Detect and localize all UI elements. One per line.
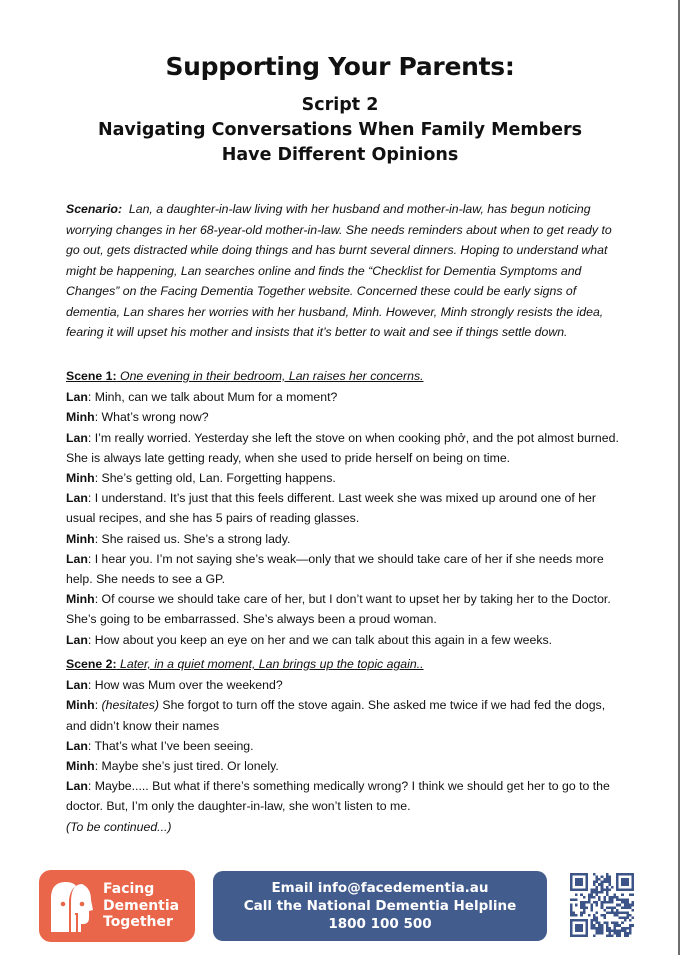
dialogue-text: : She raised us. She’s a strong lady.: [94, 531, 291, 546]
qr-code-icon[interactable]: [570, 873, 634, 937]
speaker-name: Minh: [66, 471, 95, 486]
scene-1: [66, 366, 626, 650]
scene-heading: [66, 366, 626, 386]
speaker-name: Minh: [66, 531, 95, 546]
speaker-name: Lan: [66, 491, 88, 506]
speaker-name: Lan: [66, 738, 88, 753]
scenario-text: Lan, a daughter-in-law living with her husband and mother-in-law, has begun noticing worrying changes in her 68-year-old mother-in-law. She needs reminders about when to get ready to go out, gets distracted while doing things and has burnt several dinners. Hoping to understand what might be happening, Lan searches online and finds the “Checklist for Dementia Symptoms and Changes” on the Facing Dementia Together website. Concerned these could be early signs of dementia, Lan shares her worries with her husband, Minh. However, Minh strongly resists the idea, fearing it will upset his mother and insists that it’s better to wait and see if things settle down.: [66, 202, 612, 339]
dialogue-text: : I’m really worried. Yesterday she left the stove on when cooking phở, and the pot almost burned. She is always late getting ready, when she used to pride herself on being on time.: [66, 430, 619, 465]
logo-line-2: Dementia: [103, 897, 180, 914]
dialogue-line: [66, 468, 626, 488]
dialogue-line: [66, 630, 626, 650]
scenario-label: Scenario:: [66, 202, 123, 216]
speaker-name: Lan: [66, 390, 88, 405]
script-label: Script 2: [301, 95, 379, 115]
logo-line-1: Facing: [103, 881, 155, 898]
helpline-line: Call the National Dementia Helpline: [243, 898, 517, 914]
dialogue-line: [66, 488, 626, 528]
speaker-name: Minh: [66, 410, 95, 425]
scene-number: Scene 1:: [66, 369, 117, 383]
two-heads-logo-icon: [49, 880, 93, 932]
helpline-phone[interactable]: 1800 100 500: [328, 916, 432, 932]
speaker-name: Lan: [66, 678, 88, 693]
dialogue-line: [66, 428, 626, 468]
speaker-name: Minh: [66, 592, 95, 607]
dialogue-line: [66, 675, 626, 695]
scene-number: Scene 2:: [66, 657, 117, 671]
speaker-name: Lan: [66, 779, 88, 794]
scenario-paragraph: [66, 199, 622, 343]
page-title: Supporting Your Parents:: [165, 52, 515, 81]
scene-description: One evening in their bedroom, Lan raises her concerns.: [120, 369, 424, 383]
speaker-name: Minh: [66, 698, 95, 713]
logo-text: [103, 881, 179, 931]
scene-2: [66, 654, 626, 837]
scene-description: Later, in a quiet moment, Lan brings up the topic again..: [120, 657, 424, 671]
dialogue-text: : Maybe..... But what if there’s something medically wrong? I think we should get her to go to the doctor. But, I’m only the daughter-in-law, she won’t listen to me.: [66, 779, 610, 814]
stage-direction: (hesitates): [101, 698, 159, 713]
dialogue-text: : What’s wrong now?: [94, 410, 209, 425]
dialogue-text: : How about you keep an eye on her and we can talk about this again in a few weeks.: [87, 632, 553, 647]
dialogue-text: She forgot to turn off the stove again. She asked me twice if we had fed the dogs, and didn’t know their names: [66, 698, 606, 733]
dialogue-text: : Maybe she’s just tired. Or lonely.: [94, 759, 279, 774]
speaker-name: Lan: [66, 551, 88, 566]
speaker-name: Minh: [66, 759, 95, 774]
dialogue-text: : Of course we should take care of her, but I don’t want to upset her by taking her to the Doctor. She’s going to be embarrassed. She’s always been a proud woman.: [66, 592, 611, 627]
scene-heading: [66, 654, 626, 674]
dialogue-text: : She’s getting old, Lan. Forgetting happens.: [94, 471, 336, 486]
subtitle-line-2: Have Different Opinions: [221, 145, 459, 165]
dialogue-text: : I understand. It’s just that this feels different. Last week she was mixed up around one of her usual recipes, and she has 5 pairs of reading glasses.: [66, 491, 596, 526]
logo-line-3: Together: [103, 914, 173, 931]
to-be-continued: (To be continued...): [66, 819, 172, 834]
dialogue-text: : How was Mum over the weekend?: [87, 678, 283, 693]
dialogue-line: [66, 387, 626, 407]
contact-box: [213, 871, 547, 941]
dialogue-line: [66, 549, 626, 589]
subtitle-line-1: Navigating Conversations When Family Members: [97, 120, 583, 140]
dialogue-line: [66, 736, 626, 756]
dialogue-line: [66, 756, 626, 776]
facing-dementia-together-logo: [39, 870, 195, 942]
dialogue-line: [66, 407, 626, 427]
dialogue-line: Minh: (hesitates) She forgot to turn off the stove again. She asked me twice if we had fed the dogs, and didn’t know their names: [66, 698, 606, 733]
dialogue-text: : I hear you. I’m not saying she’s weak—only that we should take care of her if she needs more help. She needs to see a GP.: [66, 551, 604, 587]
dialogue-line: [66, 776, 626, 816]
email-line[interactable]: Email info@facedementia.au: [271, 880, 489, 896]
dialogue-text: : That’s what I’ve been seeing.: [87, 738, 254, 753]
dialogue-line: [66, 529, 626, 549]
speaker-name: Lan: [66, 632, 88, 647]
speaker-name: Lan: [66, 430, 88, 445]
dialogue-line: [66, 589, 626, 629]
dialogue-text: : Minh, can we talk about Mum for a moment?: [87, 390, 338, 405]
